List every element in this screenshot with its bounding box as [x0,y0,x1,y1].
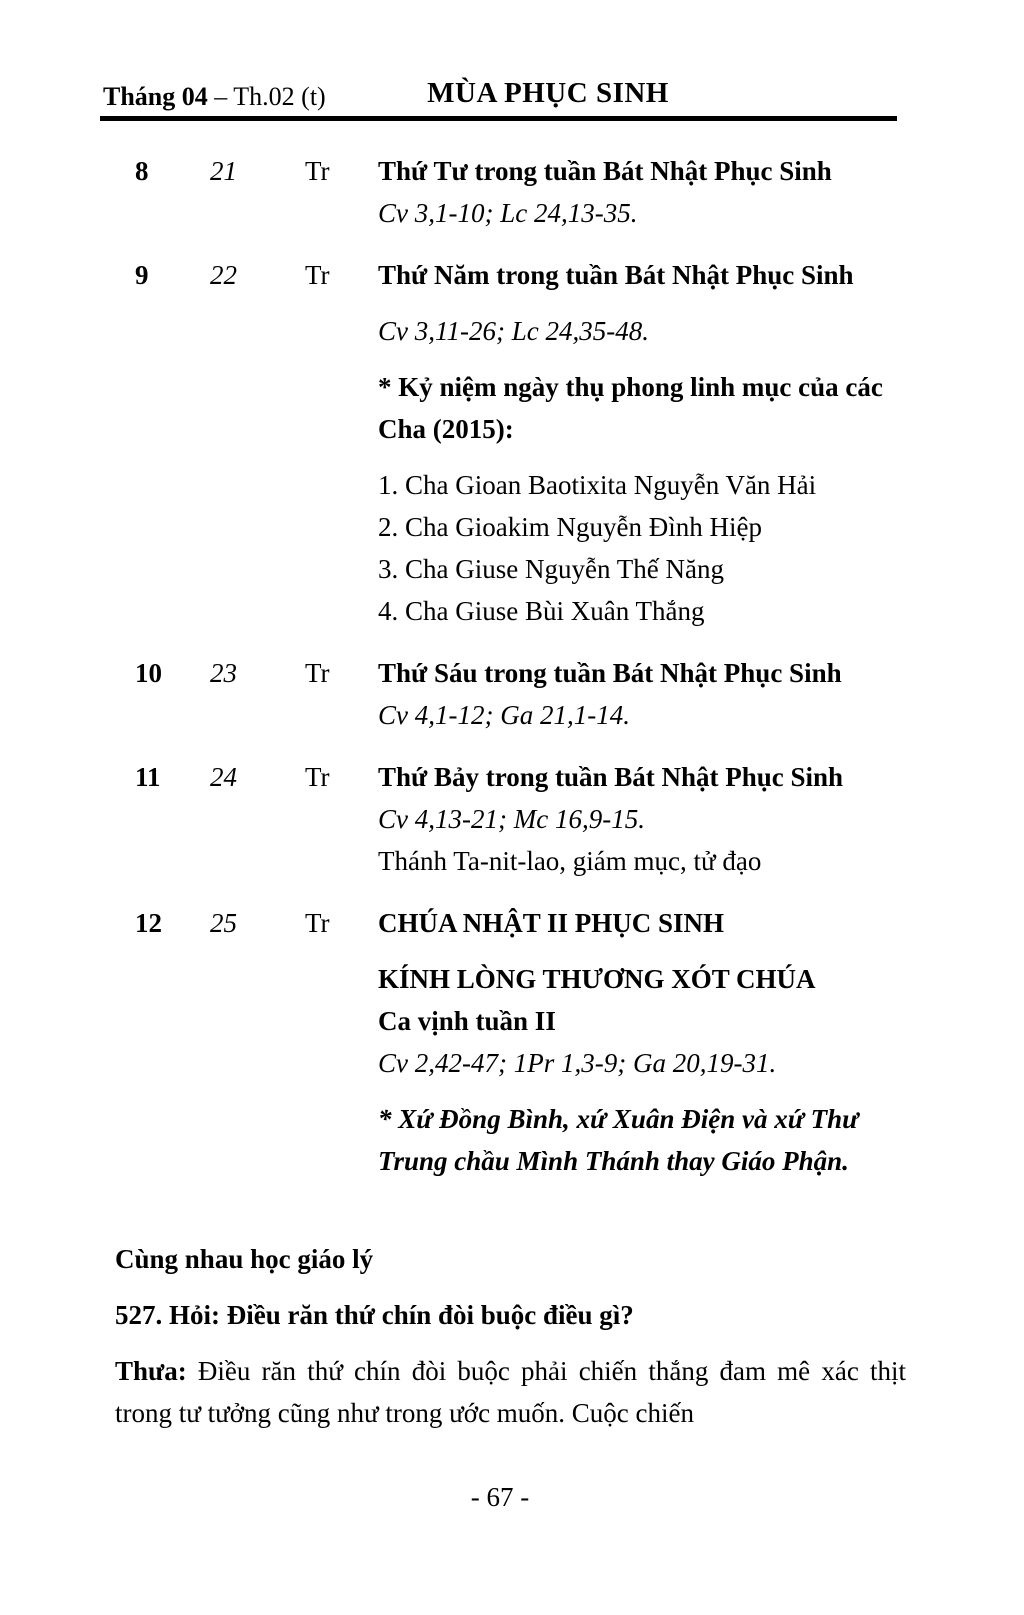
description-cell [378,254,910,632]
month-label-rest: – Th.02 (t) [207,82,326,111]
description-cell [378,150,910,234]
day-cell: 10 [135,658,162,688]
calendar-row [133,254,910,632]
psalter-week: Ca vịnh tuần II [378,1006,556,1036]
lunar-date-cell: 23 [210,658,237,688]
priest-list-item: 4. Cha Giuse Bùi Xuân Thắng [378,596,705,626]
header-rule [100,116,897,121]
page-header [100,72,906,116]
vestment-color-cell: Tr [305,156,330,186]
lunar-date-cell: 24 [210,762,237,792]
vestment-color-cell: Tr [305,260,330,290]
anniversary-note: * Kỷ niệm ngày thụ phong linh mục của các Cha (2015): [378,372,883,444]
priest-list-item: 1. Cha Gioan Baotixita Nguyễn Văn Hải [378,470,817,500]
feast-title: Thứ Sáu trong tuần Bát Nhật Phục Sinh [378,658,842,688]
catechism-heading: Cùng nhau học giáo lý [115,1244,374,1274]
catechism-section [115,1238,906,1434]
day-cell: 8 [135,156,149,186]
day-cell: 11 [135,762,161,792]
month-label [103,76,326,118]
priest-list-item: 3. Cha Giuse Nguyễn Thế Năng [378,554,724,584]
lunar-date-cell: 21 [210,156,237,186]
vestment-color-cell: Tr [305,762,330,792]
feast-title: Thứ Tư trong tuần Bát Nhật Phục Sinh [378,156,832,186]
parish-adoration-note: * Xứ Đồng Bình, xứ Xuân Điện và xứ Thư Trung chầu Mình Thánh thay Giáo Phận. [378,1104,859,1176]
vestment-color-cell: Tr [305,908,330,938]
page-number: - 67 - [470,1482,530,1512]
scripture-readings: Cv 4,1-12; Ga 21,1-14. [378,700,630,730]
calendar-row [133,902,910,1182]
feast-title: Thứ Năm trong tuần Bát Nhật Phục Sinh [378,260,854,290]
day-cell: 9 [135,260,149,290]
scripture-readings: Cv 3,1-10; Lc 24,13-35. [378,198,638,228]
liturgical-calendar [100,150,910,1434]
vestment-color-cell: Tr [305,658,330,688]
answer-text: Điều răn thứ chín đòi buộc phải chiến thắng đam mê xác thịt trong tư tưởng cũng như trong ước muốn. Cuộc chiến [115,1356,906,1428]
calendar-row [133,150,910,234]
calendar-row [133,652,910,736]
lunar-date-cell: 25 [210,908,237,938]
description-cell [378,902,910,1182]
day-cell: 12 [135,908,162,938]
description-cell [378,756,910,882]
scripture-readings: Cv 2,42-47; 1Pr 1,3-9; Ga 20,19-31. [378,1048,777,1078]
answer-label: Thưa: [115,1356,187,1386]
scripture-readings: Cv 3,11-26; Lc 24,35-48. [378,316,649,346]
month-label-bold: Tháng 04 [103,82,208,111]
catechism-question: 527. Hỏi: Điều răn thứ chín đòi buộc điều gì? [115,1300,634,1330]
sunday-title: CHÚA NHẬT II PHỤC SINH [378,908,725,938]
feast-title: Thứ Bảy trong tuần Bát Nhật Phục Sinh [378,762,844,792]
lunar-date-cell: 22 [210,260,237,290]
catechism-answer [115,1350,906,1434]
scripture-readings: Cv 4,13-21; Mc 16,9-15. [378,804,645,834]
calendar-row [133,756,910,882]
sunday-subtitle: KÍNH LÒNG THƯƠNG XÓT CHÚA [378,964,816,994]
saint-memorial: Thánh Ta-nit-lao, giám mục, tử đạo [378,846,762,876]
season-title: MÙA PHỤC SINH [427,77,669,109]
priest-list-item: 2. Cha Gioakim Nguyễn Đình Hiệp [378,512,762,542]
description-cell [378,652,910,736]
